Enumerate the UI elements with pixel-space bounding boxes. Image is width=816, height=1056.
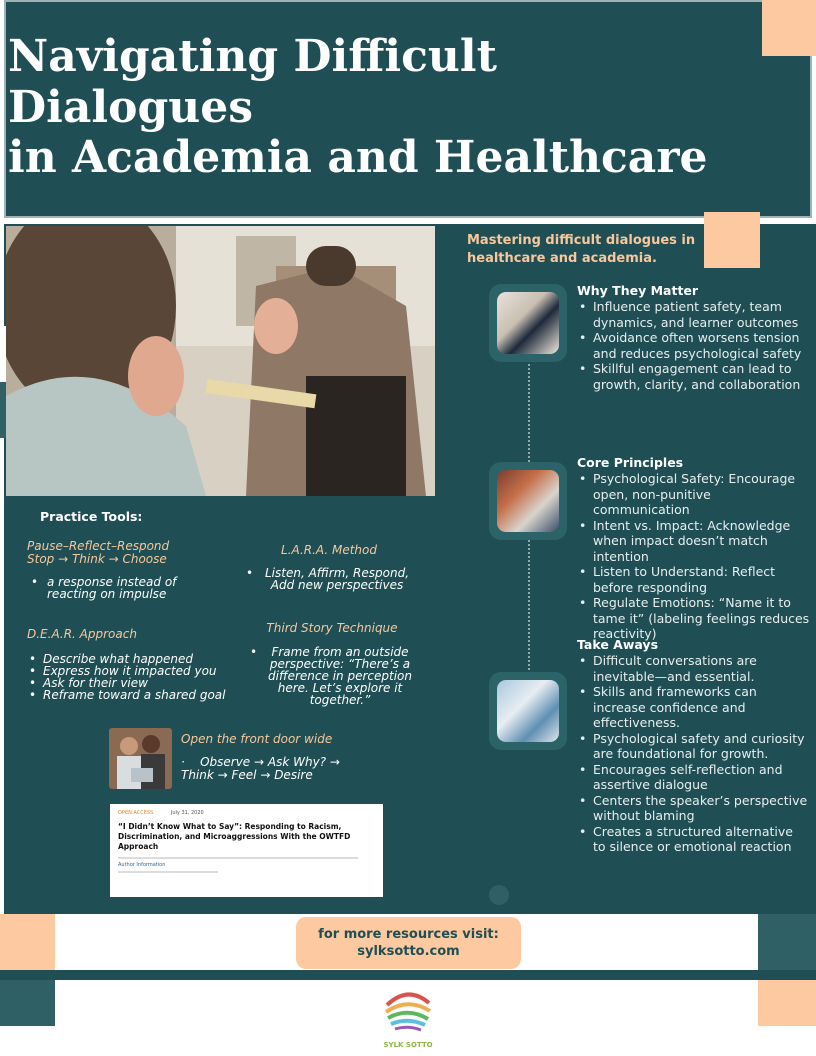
owtfd-steps: Observe → Ask Why? → Think → Feel → Desire [181, 755, 340, 782]
decor-peach-bottom-right [758, 980, 816, 1026]
principles-section [577, 455, 811, 642]
list-item: • Centers the speaker’s perspective without blaming [577, 793, 809, 824]
prs-block [27, 540, 237, 600]
title-line-2: Dialogues [8, 81, 253, 133]
takeaways-heading: Take Aways [577, 637, 659, 652]
article-meta [118, 810, 375, 817]
article-authors-line [118, 857, 358, 859]
list-item: • Skillful engagement can lead to growth, clarity, and collaboration [577, 361, 807, 392]
list-item: • Encourages self-reflection and assertive dialogue [577, 762, 809, 793]
intro-heading [467, 232, 707, 268]
prs-list [27, 576, 237, 600]
list-item: • Frame from an outside perspective: “There’s a difference in perception here. Let’s explore it together.” [248, 646, 416, 706]
hospital-team-icon [497, 680, 559, 742]
lara-list [244, 567, 414, 591]
takeaways-section [577, 637, 809, 855]
list-item: • Ask for their view [27, 677, 247, 689]
why-section [577, 283, 807, 392]
page-title [8, 32, 798, 184]
open-access-badge: OPEN ACCESS [118, 810, 154, 816]
decor-teal-bottom-left [0, 980, 55, 1026]
list-item: • Express how it impacted you [27, 665, 247, 677]
list-item: • Influence patient safety, team dynamics, and learner outcomes [577, 299, 807, 330]
article-author-info[interactable]: Author Information [118, 862, 166, 868]
article-doi-line [118, 871, 218, 873]
article-title[interactable]: “I Didn’t Know What to Say”: Responding to Racism, Discrimination, and Microaggressions With the OWTFD Approach [118, 822, 351, 851]
decor-peach-bottom-left [0, 914, 55, 970]
list-item: • Psychological Safety: Encourage open, non-punitive communication [577, 471, 811, 518]
image-why-frame [489, 284, 567, 362]
owtfd-bullet: · [181, 755, 201, 769]
takeaways-list [577, 653, 809, 855]
list-item: • Avoidance often worsens tension and reduces psychological safety [577, 330, 807, 361]
owtfd-block [181, 732, 351, 781]
owtfd-title: Open the front door wide [181, 732, 333, 746]
third-story-block [248, 621, 416, 706]
why-list [577, 299, 807, 392]
list-item: • Intent vs. Impact: Acknowledge when impact doesn’t match intention [577, 518, 811, 565]
dear-block [27, 627, 247, 701]
third-story-title: Third Story Technique [266, 621, 398, 635]
list-item: • Describe what happened [27, 653, 247, 665]
list-item: • Difficult conversations are inevitable—and essential. [577, 653, 809, 684]
patient-talk-icon [497, 470, 559, 532]
list-item: • Listen to Understand: Reflect before responding [577, 564, 811, 595]
decor-teal-bottom-right [758, 914, 816, 970]
why-heading: Why They Matter [577, 283, 699, 298]
logo-text: SYLK SOTTO [383, 1041, 433, 1049]
conversation-photo-icon [6, 226, 435, 496]
list-item: • Creates a structured alternative to silence or emotional reaction [577, 824, 809, 855]
swirl-logo-icon [379, 985, 437, 1035]
resources-line-1: for more resources visit: [318, 927, 499, 942]
list-item: • Listen, Affirm, Respond, Add new perspectives [244, 567, 414, 591]
third-story-list [248, 646, 416, 706]
resources-button[interactable] [296, 917, 521, 969]
principles-heading: Core Principles [577, 455, 684, 470]
list-item: • Reframe toward a shared goal [27, 689, 247, 701]
lara-title: L.A.R.A. Method [281, 543, 377, 557]
dear-list [27, 653, 247, 701]
list-item: • Regulate Emotions: “Name it to tame it” (labeling feelings reduces reactivity) [577, 595, 811, 642]
title-line-3: in Academia and Healthcare [8, 132, 708, 184]
hero-photo [6, 226, 435, 496]
owtfd-photo [109, 728, 172, 789]
prs-title-1: Pause–Reflect–Respond [27, 539, 170, 553]
sylk-sotto-logo [376, 985, 440, 1051]
list-item: • Psychological safety and curiosity are foundational for growth. [577, 731, 809, 762]
dear-title: D.E.A.R. Approach [27, 627, 137, 641]
lara-block [244, 543, 414, 591]
resources-line-2[interactable]: sylksotto.com [357, 944, 460, 959]
intro-line-2: healthcare and academia. [467, 251, 657, 266]
prs-title-2: Stop → Think → Choose [27, 552, 167, 566]
principles-list [577, 471, 811, 642]
image-takeaways-frame [489, 672, 567, 750]
timeline-end-dot [489, 885, 509, 905]
decor-bottom-band [0, 970, 816, 980]
owtfd-text [181, 756, 351, 781]
decor-peach-square-mid [704, 212, 760, 268]
list-item: • Skills and frameworks can increase confidence and effectiveness. [577, 684, 809, 731]
article-card[interactable] [110, 804, 383, 897]
list-item: • a response instead of reacting on impulse [29, 576, 199, 600]
article-date: July 31, 2020 [170, 810, 204, 816]
two-people-laptop-icon [109, 728, 172, 789]
image-principles-frame [489, 462, 567, 540]
practice-heading: Practice Tools: [40, 509, 143, 524]
intro-line-1: Mastering difficult dialogues in [467, 233, 696, 248]
doctor-consult-icon [497, 292, 559, 354]
title-line-1: Navigating Difficult [8, 31, 497, 82]
